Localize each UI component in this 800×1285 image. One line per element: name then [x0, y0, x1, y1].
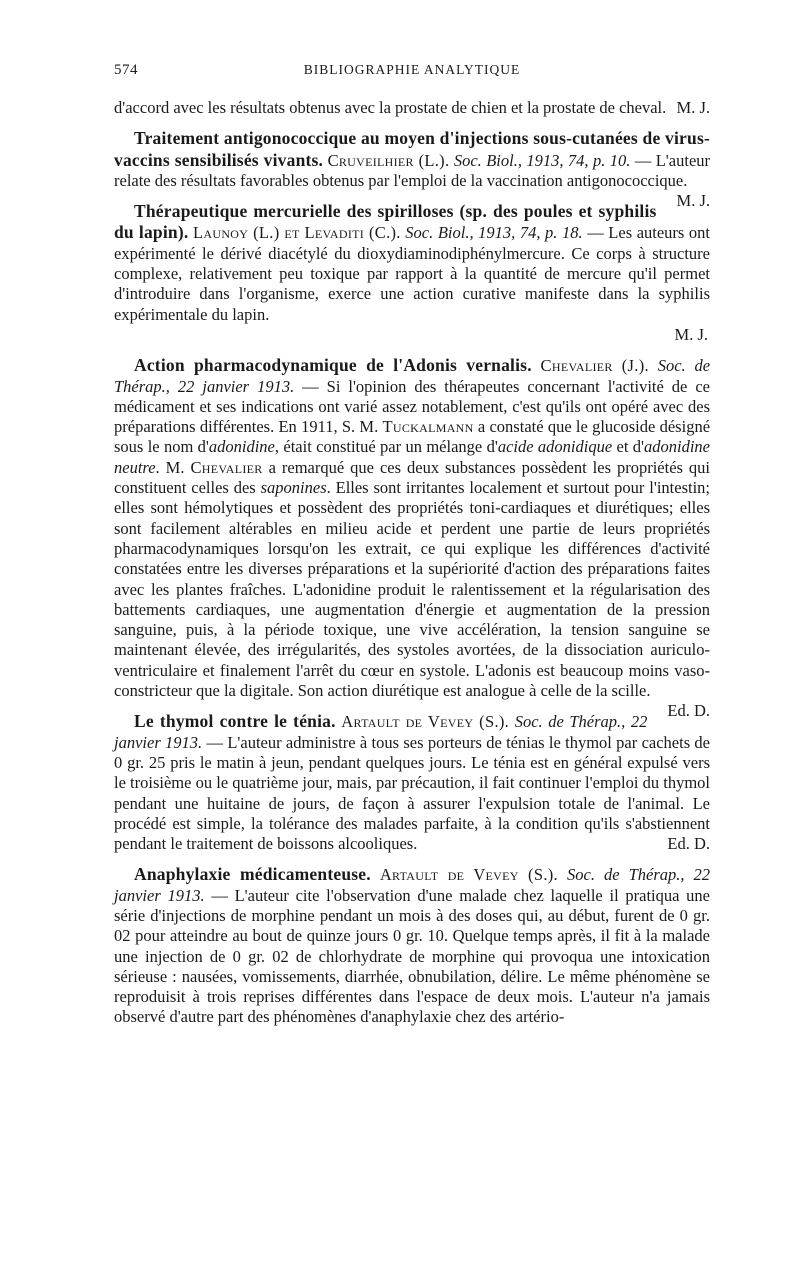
entry-text: . M.: [155, 457, 185, 477]
entry-text: et d': [616, 437, 645, 457]
entry-citation: Soc. de Thérap., 22 janvier 1913.: [114, 712, 648, 752]
entry-signature: Ed. D.: [667, 834, 710, 854]
entry-paragraph: [114, 128, 711, 211]
entry-person-name: Chevalier: [190, 457, 263, 477]
running-title: BIBLIOGRAPHIE ANALYTIQUE: [303, 62, 521, 77]
entry-italic-term: acide adonidique: [497, 437, 613, 457]
entry-title: Anaphylaxie médicamenteuse.: [134, 864, 371, 885]
entry-text: — Les auteurs ont expérimenté le dérivé diacétylé du dioxydiaminodiphénylmercure. Ce corps à structure complexe, relativement peu toxique par rapport à la quantité de mercure qu'il permet d'introduire dans l'organisme, exerce une action curative manifeste dans la syphilis expérimentale du lapin.: [114, 223, 711, 324]
entry-author: Cruveilhier (L.).: [327, 150, 450, 170]
entry-signature: Ed. D.: [667, 701, 710, 721]
entry-anaphylaxie: [114, 864, 710, 1027]
entry-signature: M. J.: [676, 98, 710, 117]
entry-title: Action pharmacodynamique de l'Adonis vernalis.: [134, 355, 532, 376]
entry-adonis-vernalis: [114, 355, 711, 721]
entry-title: Traitement antigonococcique au moyen d'injections sous-cutanées de virus-vaccins sensibilisés vivants.: [114, 128, 710, 170]
entry-paragraph: [114, 711, 710, 854]
entry-text: — Si l'opinion des thérapeutes concernant l'activité de ce médicament et ses indications ont varié assez notablement, c'est qu'ils ont opéré avec des préparations différentes. En 1911, S. M.: [114, 376, 710, 437]
entry-text: , était constitué par un mélange d': [274, 437, 498, 457]
entry-citation: Soc. de Thérap., 22 janvier 1913.: [114, 865, 711, 905]
entry-italic-term: adonidine neutre: [114, 437, 711, 477]
entry-text: — L'auteur administre à tous ses porteurs de ténias le thymol par cachets de 0 gr. 25 pris le matin à jeun, pendant quelques jours. Le ténia est en général expulsé vers le troisième ou le quatrième jour, mais, par précaution, il fait continuer l'emploi du thymol pendant une huitaine de jours, de façon à assurer l'expulsion totale de l'animal. Le procédé est simple, la tolérance des malades parfaite, à la condition qu'ils s'abstiennent pendant le traitement de boissons alcooliques.: [114, 732, 711, 854]
entry-citation: Soc. de Thérap., 22 janvier 1913.: [114, 356, 711, 396]
entry-author: Artault de Vevey (S.).: [341, 712, 510, 732]
entry-author: Artault de Vevey (S.).: [379, 865, 558, 885]
continuation-text: d'accord avec les résultats obtenus avec la prostate de chien et la prostate de cheval.: [114, 98, 667, 117]
entry-italic-term: saponines: [260, 478, 327, 498]
entry-author: Launoy (L.) et Levaditi (C.).: [193, 223, 401, 243]
entry-title: Thérapeutique mercurielle des spirilloses (sp. des poules et syphilis du lapin).: [114, 201, 657, 243]
entry-continuation: [114, 98, 710, 118]
entry-author: Chevalier (J.).: [540, 356, 649, 376]
entry-signature: M. J.: [674, 324, 708, 344]
entry-text: a constaté que le glucoside désigné sous le nom d': [114, 417, 711, 457]
entry-person-name: Tuckalmann: [382, 417, 474, 437]
entry-signature: M. J.: [676, 191, 710, 211]
entry-title: Le thymol contre le ténia.: [134, 711, 336, 732]
entry-paragraph: [114, 201, 710, 325]
entry-citation: Soc. Biol., 1913, 74, p. 10.: [453, 150, 631, 170]
entry-citation: Soc. Biol., 1913, 74, p. 18.: [405, 223, 583, 243]
entry-text: — L'auteur relate des résultats favorables obtenus par l'emploi de la vaccination antigonococcique.: [114, 150, 711, 190]
entry-paragraph: [114, 98, 710, 118]
entry-text: — L'auteur cite l'observation d'une malade chez laquelle il pratiqua une série d'injections de morphine pendant un mois à des doses qui, au début, furent de 0 gr. 02 pour atteindre au bout de quinze jours 0 gr. 10. Quelque temps après, il fit à la malade une injection de 0 gr. 02 de chlorhydrate de morphine qui provoqua une intoxication sérieuse : nausées, vomissements, diarrhée, obnubilation, délire. Le même phénomène se reproduisit à trois reprises différentes dans l'espace de deux mois. L'auteur n'a jamais observé d'autre part des phénomènes d'anaphylaxie chez des artério-: [114, 885, 710, 1027]
entry-paragraph: [114, 864, 710, 1027]
page-number: 574: [114, 62, 138, 78]
page-body: [114, 98, 710, 1038]
entry-therapeutique-mercurielle: [114, 201, 710, 345]
entry-text: a remarqué que ces deux substances possèdent les propriétés qui constituent celles des: [114, 457, 711, 498]
entry-text: . Elles sont irritantes localement et surtout pour l'intestin; elles sont hémolytiques et possèdent des propriétés toni-cardiaques et diurétiques; elles sont facilement altérables en milieu acide et perdent une partie de leurs propriétés pharmacodynamiques lorsqu'on les extrait, ce qui explique les différences d'activité constatées entre les diverses préparations et la supériorité d'action des préparations faites avec les plantes fraîches. L'adonidine produit le ralentissement et la régularisation des battements cardiaques, une augmentation d'énergie et augmentation de la pression sanguine, puis, à la période toxique, une vive accélération, la tension sanguine se maintenant élevée, des irrégularités, des systoles avortées, de la dissociation auriculo-ventriculaire et finalement l'arrêt du cœur en systole. L'adonis est beaucoup moins vaso-constricteur que la digitale. Son action diurétique est analogue à celle de la scille.: [114, 478, 711, 701]
entry-italic-term: adonidine: [208, 437, 275, 457]
entry-thymol-tenia: [114, 711, 710, 854]
entry-antigonococcique: [114, 128, 711, 211]
page-header: [114, 62, 710, 86]
entry-paragraph: [114, 355, 711, 721]
